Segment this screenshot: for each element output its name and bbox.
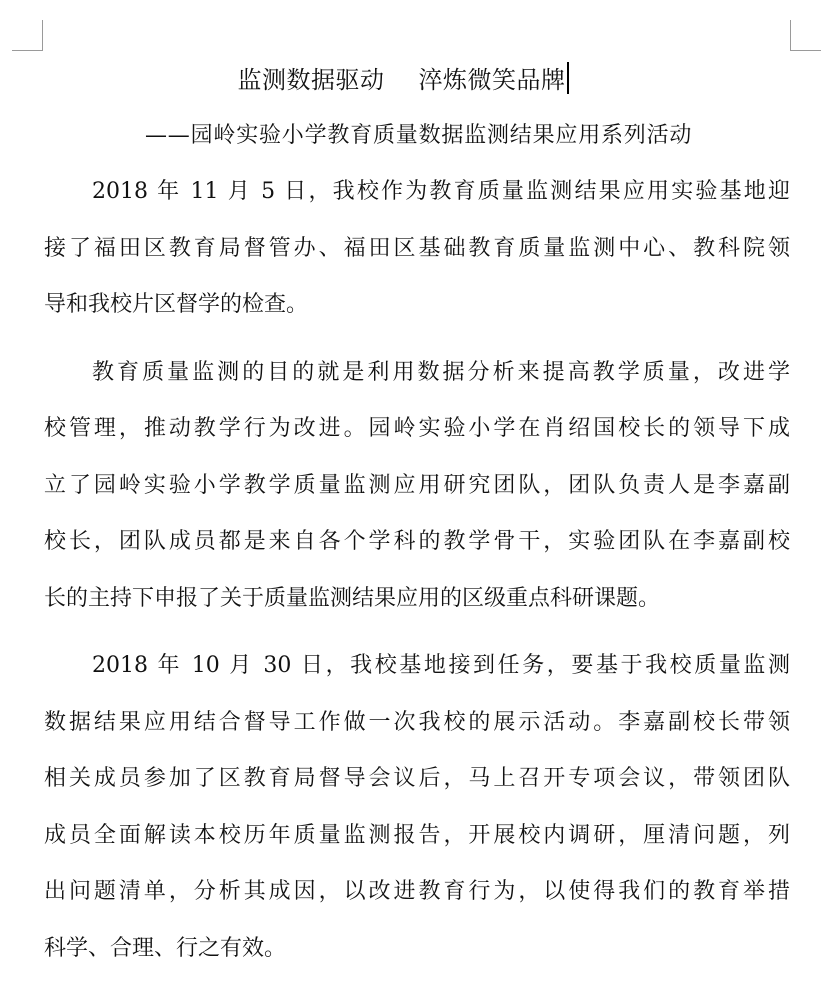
paragraph-line: 科学、合理、行之有效。 bbox=[44, 935, 287, 961]
paragraph-3 bbox=[44, 648, 790, 987]
paragraph-line: 出问题清单，分析其成因，以改进教育行为，以使得我们的教育举措 bbox=[44, 879, 790, 904]
document-body[interactable] bbox=[44, 174, 790, 998]
paragraph-line: 相关成员参加了区教育局督导会议后，马上召开专项会议，带领团队 bbox=[44, 766, 790, 791]
paragraph-line: 校长，团队成员都是来自各个学科的教学骨干，实验团队在李嘉副校 bbox=[44, 529, 790, 554]
text-cursor bbox=[567, 62, 569, 94]
paragraph-line: 数据结果应用结合督导工作做一次我校的展示活动。李嘉副校长带领 bbox=[44, 709, 790, 735]
paragraph-line: 2018 年 11 月 5 日，我校作为教育质量监测结果应用实验基地迎 bbox=[92, 179, 790, 204]
paragraph-line: 接了福田区教育局督管办、福田区基础教育质量监测中心、教科院领 bbox=[44, 235, 790, 261]
document-subtitle[interactable]: ——园岭实验小学教育质量数据监测结果应用系列活动 bbox=[145, 123, 693, 148]
title-part-1: 监测数据驱动 bbox=[237, 66, 385, 94]
paragraph-line: 教育质量监测的目的就是利用数据分析来提高教学质量，改进学 bbox=[92, 359, 790, 385]
paragraph-line: 成员全面解读本校历年质量监测报告，开展校内调研，厘清问题，列 bbox=[44, 822, 790, 848]
paragraph-line: 立了园岭实验小学教学质量监测应用研究团队，团队负责人是李嘉副 bbox=[44, 472, 790, 498]
page-corner-mark-top-left bbox=[12, 20, 43, 51]
paragraph-line: 导和我校片区督学的检查。 bbox=[44, 292, 309, 317]
document-title[interactable] bbox=[0, 62, 806, 98]
paragraph-line: 校管理，推动教学行为改进。园岭实验小学在肖绍国校长的领导下成 bbox=[44, 416, 790, 441]
paragraph-1 bbox=[44, 174, 790, 344]
paragraph-2 bbox=[44, 355, 790, 638]
page-corner-mark-top-right bbox=[790, 20, 821, 51]
title-part-2: 淬炼微笑品牌 bbox=[418, 66, 566, 94]
paragraph-line: 2018 年 10 月 30 日，我校基地接到任务，要基于我校质量监测 bbox=[92, 653, 790, 678]
paragraph-line: 长的主持下申报了关于质量监测结果应用的区级重点科研课题。 bbox=[44, 585, 661, 611]
